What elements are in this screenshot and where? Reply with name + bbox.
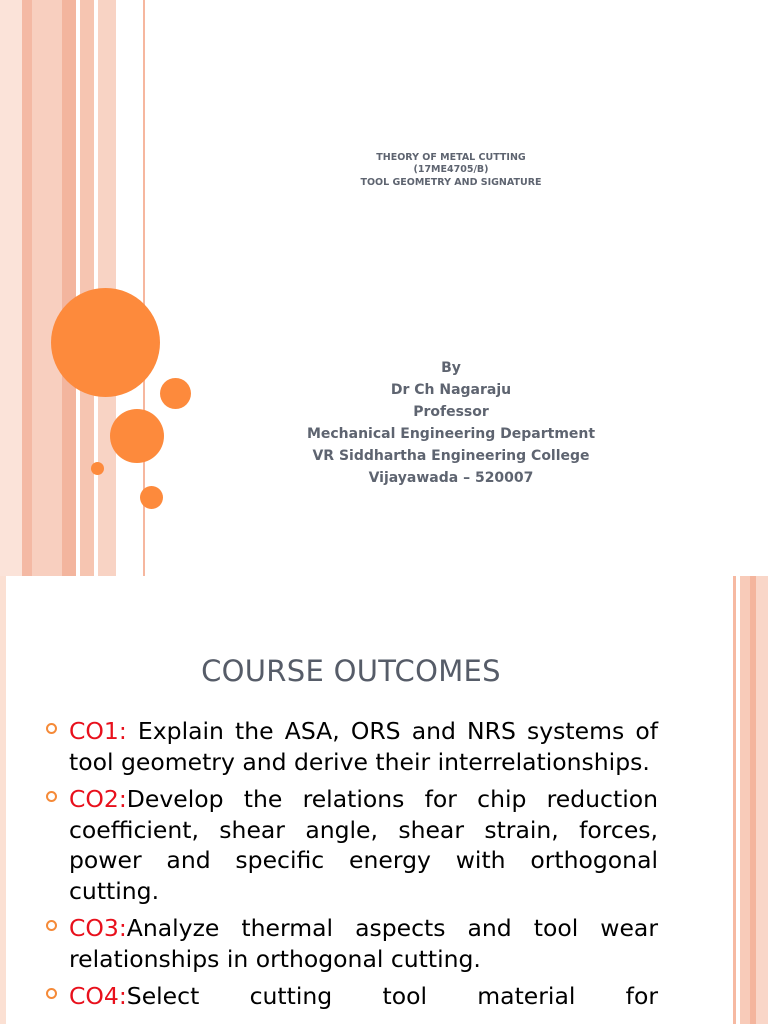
list-item xyxy=(46,981,658,1012)
outcome-label: CO1: xyxy=(69,717,138,745)
decorative-circle xyxy=(160,378,191,409)
decorative-circle xyxy=(110,409,164,463)
decorative-stripe xyxy=(22,0,32,576)
course-outcomes-list xyxy=(46,716,658,1019)
decorative-stripe xyxy=(32,0,62,576)
author-line: Vijayawada – 520007 xyxy=(368,470,534,486)
outcome-label: CO2: xyxy=(69,785,127,813)
decorative-stripe xyxy=(0,576,6,1024)
list-item xyxy=(46,913,658,974)
outcome-text: Explain the ASA, ORS and NRS systems of tool geometry and derive their interrelationships. xyxy=(69,717,658,776)
author-line: VR Siddhartha Engineering College xyxy=(312,448,590,464)
decorative-circle xyxy=(51,288,160,397)
decorative-circle xyxy=(140,486,163,509)
author-line: Dr Ch Nagaraju xyxy=(390,382,512,398)
author-line: By xyxy=(441,360,461,376)
bullet-icon xyxy=(46,920,57,931)
title-line: TOOL GEOMETRY AND SIGNATURE xyxy=(360,176,542,188)
decorative-stripe xyxy=(80,0,94,576)
decorative-stripe xyxy=(733,576,736,1024)
bullet-icon xyxy=(46,791,57,802)
author-line: Professor xyxy=(413,404,489,420)
list-item xyxy=(46,716,658,777)
title-line: THEORY OF METAL CUTTING xyxy=(376,152,526,163)
bullet-icon xyxy=(46,723,57,734)
author-info xyxy=(260,357,642,489)
bullet-icon xyxy=(46,988,57,999)
decorative-stripe xyxy=(740,576,750,1024)
outcome-text: Develop the relations for chip reduction coefficient, shear angle, shear strain, forces, power and specific energy with orthogonal cutting. xyxy=(69,785,658,905)
decorative-stripe xyxy=(756,576,768,1024)
decorative-stripe xyxy=(62,0,76,576)
outcome-label: CO4: xyxy=(69,982,127,1010)
outcome-text: Select cutting tool material for xyxy=(126,982,658,1010)
decorative-stripe xyxy=(0,0,22,576)
slide-heading: COURSE OUTCOMES xyxy=(201,654,501,688)
list-item xyxy=(46,784,658,906)
presentation-title xyxy=(300,152,602,189)
outcome-label: CO3: xyxy=(69,914,127,942)
author-line: Mechanical Engineering Department xyxy=(306,426,596,442)
title-line: (17ME4705/B) xyxy=(413,164,489,176)
outcome-text: Analyze thermal aspects and tool wear relationships in orthogonal cutting. xyxy=(69,914,658,973)
decorative-circle xyxy=(91,462,104,475)
